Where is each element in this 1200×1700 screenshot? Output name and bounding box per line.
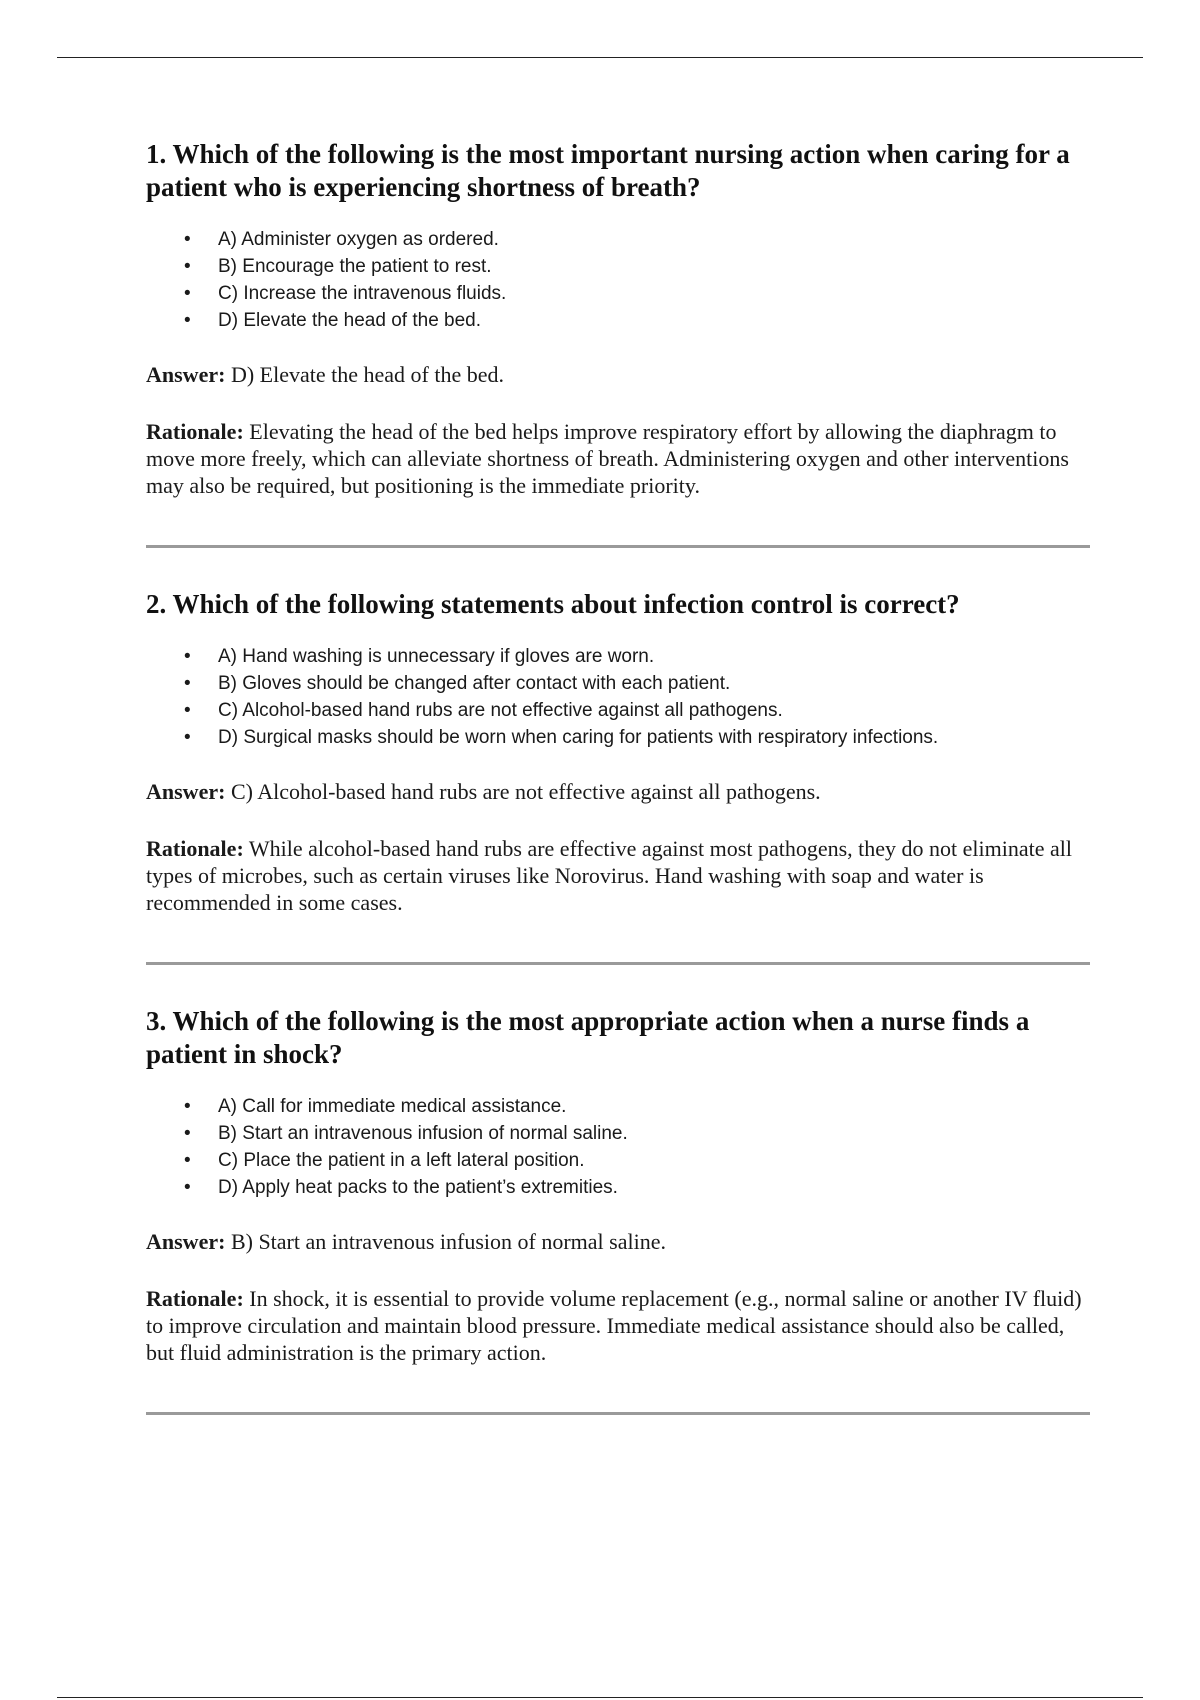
rationale-line [146,418,1090,499]
rationale-line [146,1285,1090,1366]
answer-line [146,778,1090,805]
option-item: • D) Apply heat packs to the patient’s extremities. [146,1174,1090,1201]
answer-label: Answer: [146,779,226,804]
option-item: • D) Surgical masks should be worn when caring for patients with respiratory infections. [146,724,1090,751]
question-block-2 [146,588,1090,916]
option-item: • C) Place the patient in a left lateral position. [146,1147,1090,1174]
answer-text: C) Alcohol-based hand rubs are not effective against all pathogens. [230,779,821,804]
option-item: • B) Start an intravenous infusion of normal saline. [146,1120,1090,1147]
page-bottom-rule [57,1697,1143,1698]
answer-line [146,361,1090,388]
section-divider [146,962,1090,965]
question-block-1 [146,138,1090,499]
rationale-line [146,835,1090,916]
answer-text: B) Start an intravenous infusion of normal saline. [230,1229,666,1254]
question-block-3 [146,1005,1090,1366]
option-item: • B) Gloves should be changed after contact with each patient. [146,670,1090,697]
rationale-text: Elevating the head of the bed helps improve respiratory effort by allowing the diaphragm to move more freely, which can alleviate shortness of breath. Administering oxygen and other interventions may also be required, but positioning is the immediate priority. [146,419,1069,498]
document-content [146,138,1090,1455]
answer-label: Answer: [146,362,226,387]
answer-text: D) Elevate the head of the bed. [230,362,504,387]
section-divider [146,545,1090,548]
rationale-label: Rationale: [146,836,244,861]
answer-line [146,1228,1090,1255]
options-list [146,1093,1090,1201]
question-text: 2. Which of the following statements about infection control is correct? [146,589,960,619]
option-item: • C) Increase the intravenous fluids. [146,280,1090,307]
rationale-text: While alcohol-based hand rubs are effective against most pathogens, they do not eliminate all types of microbes, such as certain viruses like Norovirus. Hand washing with soap and water is recommended in some cases. [146,836,1072,915]
section-divider [146,1412,1090,1415]
option-item: • A) Administer oxygen as ordered. [146,226,1090,253]
options-list [146,226,1090,334]
option-item: • A) Call for immediate medical assistance. [146,1093,1090,1120]
options-list [146,643,1090,751]
option-item: • B) Encourage the patient to rest. [146,253,1090,280]
question-text: 3. Which of the following is the most appropriate action when a nurse finds a patient in shock? [146,1006,1030,1069]
option-item: • D) Elevate the head of the bed. [146,307,1090,334]
answer-label: Answer: [146,1229,226,1254]
option-item: • A) Hand washing is unnecessary if gloves are worn. [146,643,1090,670]
rationale-label: Rationale: [146,1286,244,1311]
rationale-label: Rationale: [146,419,244,444]
question-text: 1. Which of the following is the most important nursing action when caring for a patient who is experiencing shortness of breath? [146,139,1070,202]
option-item: • C) Alcohol-based hand rubs are not effective against all pathogens. [146,697,1090,724]
rationale-text: In shock, it is essential to provide volume replacement (e.g., normal saline or another IV fluid) to improve circulation and maintain blood pressure. Immediate medical assistance should also be called, but fluid administration is the primary action. [146,1286,1082,1365]
page-top-rule [57,57,1143,58]
